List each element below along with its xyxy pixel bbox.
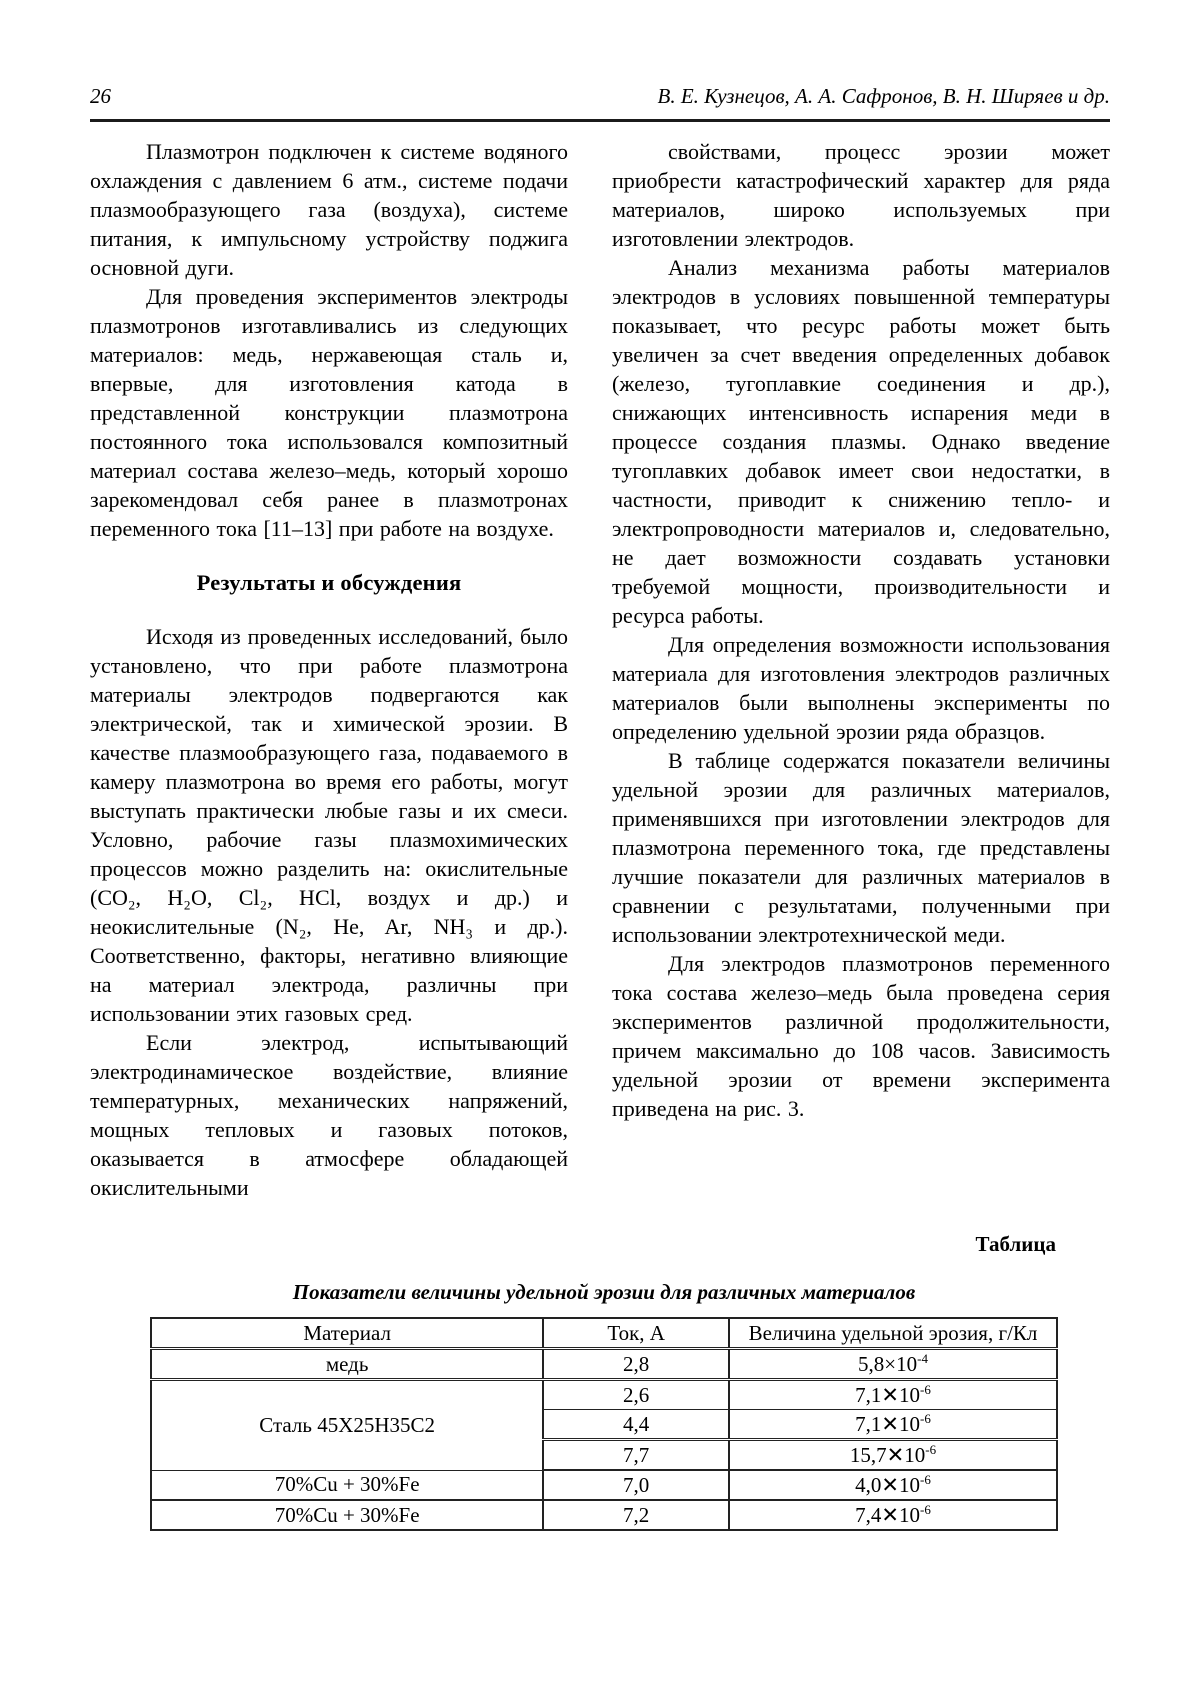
page-number: 26	[90, 84, 111, 108]
current-cell: 2,6	[543, 1380, 729, 1410]
column-header-erosion: Величина удельной эрозия, г/Кл	[729, 1318, 1057, 1349]
erosion-exponent: -6	[920, 1381, 931, 1397]
table-header-row	[151, 1318, 1057, 1349]
erosion-cell	[729, 1380, 1057, 1410]
left-column	[90, 137, 568, 1202]
erosion-exponent: -6	[920, 1410, 931, 1426]
erosion-cell	[729, 1410, 1057, 1440]
erosion-value: 7,4✕10	[855, 1502, 921, 1527]
table-row	[151, 1500, 1057, 1530]
column-header-material: Материал	[151, 1318, 543, 1349]
paragraph: Для определения возможности использования материала для изготовления электродов различных материалов были выполнены эксперименты по определению удельной эрозии ряда образцов.	[612, 632, 1110, 744]
paragraph: Плазмотрон подключен к системе водяного охлаждения с давлением 6 атм., системе подачи плазмообразующего газа (воздуха), системе питания, к импульсному устройству поджига основной дуги.	[90, 139, 568, 280]
table-row	[151, 1380, 1057, 1410]
erosion-value: 7,1✕10	[855, 1411, 921, 1436]
current-cell: 2,8	[543, 1349, 729, 1380]
erosion-cell	[729, 1470, 1057, 1500]
erosion-value: 15,7✕10	[849, 1442, 926, 1467]
current-cell: 7,0	[543, 1470, 729, 1500]
paragraph: Если электрод, испытывающий электродинамическое воздействие, влияние температурных, механических напряжений, мощных тепловых и газовых потоков, оказывается в атмосфере обладающей окислительными	[90, 1030, 568, 1200]
erosion-value: 7,1✕10	[855, 1382, 921, 1407]
material-cell: медь	[151, 1349, 543, 1380]
erosion-exponent: -6	[925, 1441, 937, 1457]
current-cell: 4,4	[543, 1410, 729, 1440]
right-column	[612, 137, 1110, 1202]
material-cell: 70%Cu + 30%Fe	[151, 1470, 543, 1500]
erosion-value: 4,0✕10	[855, 1472, 921, 1497]
current-cell: 7,2	[543, 1500, 729, 1530]
text-columns	[90, 137, 1110, 1202]
paragraph: свойствами, процесс эрозии может приобрести катастрофический характер для ряда материалов, широко используемых при изготовлении электродов.	[612, 139, 1110, 251]
erosion-exponent: -4	[917, 1350, 928, 1366]
table-row	[151, 1349, 1057, 1380]
paragraph: Анализ механизма работы материалов электродов в условиях повышенной температуры показывает, что ресурс работы может быть увеличен за счет введения определенных добавок (железо, тугоплавкие соединения и др.), снижающих интенсивность испарения меди в процессе создания плазмы. Однако введение тугоплавких добавок имеет свои недостатки, в частности, приводит к снижению тепло- и электропроводности материалов и, следовательно, не дает возможности создавать установки требуемой мощности, производительности и ресурса работы.	[612, 255, 1110, 628]
table-caption: Показатели величины удельной эрозии для различных материалов	[292, 1280, 916, 1304]
table-block	[150, 1232, 1058, 1531]
erosion-value: 5,8×10	[858, 1351, 918, 1376]
paragraph: Для проведения экспериментов электроды плазмотронов изготавливались из следующих материалов: медь, нержавеющая сталь и, впервые, для изготовления катода в представленной конструкции плазмотрона постоянного тока использовался композитный материал состава железо–медь, который хорошо зарекомендовал себя ранее в плазмотронах переменного тока [11–13] при работе на воздухе.	[90, 284, 568, 541]
column-header-current: Ток, А	[543, 1318, 729, 1349]
paragraph: В таблице содержатся показатели величины удельной эрозии для различных материалов, применявшихся при изготовлении электродов для плазмотрона переменного тока, где представлены лучшие показатели для различных материалов в сравнении с результатами, полученными при использовании электротехнической меди.	[612, 748, 1110, 947]
erosion-cell	[729, 1500, 1057, 1530]
table-label: Таблица	[975, 1232, 1056, 1256]
section-heading: Результаты и обсуждения	[196, 570, 462, 595]
material-cell: Сталь 45Х25Н35С2	[151, 1380, 543, 1471]
erosion-cell	[729, 1349, 1057, 1380]
material-cell: 70%Cu + 30%Fe	[151, 1500, 543, 1530]
paragraph: Исходя из проведенных исследований, было установлено, что при работе плазмотрона материалы электродов подвергаются как электрической, так и химической эрозии. В качестве плазмообразующего газа, подаваемого в камеру плазмотрона во время его работы, могут выступать практически любые газы и их смеси. Условно, рабочие газы плазмохимических процессов можно разделить на: окислительные (CO₂, H₂O, Cl₂, HCl, воздух и др.) и неокислительные (N₂, He, Ar, NH₃ и др.). Соответственно, факторы, негативно влияющие на материал электрода, различны при использовании этих газовых сред.	[90, 624, 568, 1026]
running-head-authors: В. Е. Кузнецов, А. А. Сафронов, В. Н. Ширяев и др.	[657, 84, 1110, 108]
erosion-table	[150, 1317, 1058, 1531]
erosion-exponent: -6	[920, 1501, 931, 1517]
table-row	[151, 1470, 1057, 1500]
paragraph: Для электродов плазмотронов переменного тока состава железо–медь была проведена серия экспериментов различной продолжительности, причем максимально до 108 часов. Зависимость удельной эрозии от времени эксперимента приведена на рис. 3.	[612, 951, 1110, 1121]
erosion-cell	[729, 1440, 1057, 1471]
current-cell: 7,7	[543, 1440, 729, 1471]
erosion-exponent: -6	[920, 1471, 931, 1487]
running-header	[90, 84, 1110, 122]
